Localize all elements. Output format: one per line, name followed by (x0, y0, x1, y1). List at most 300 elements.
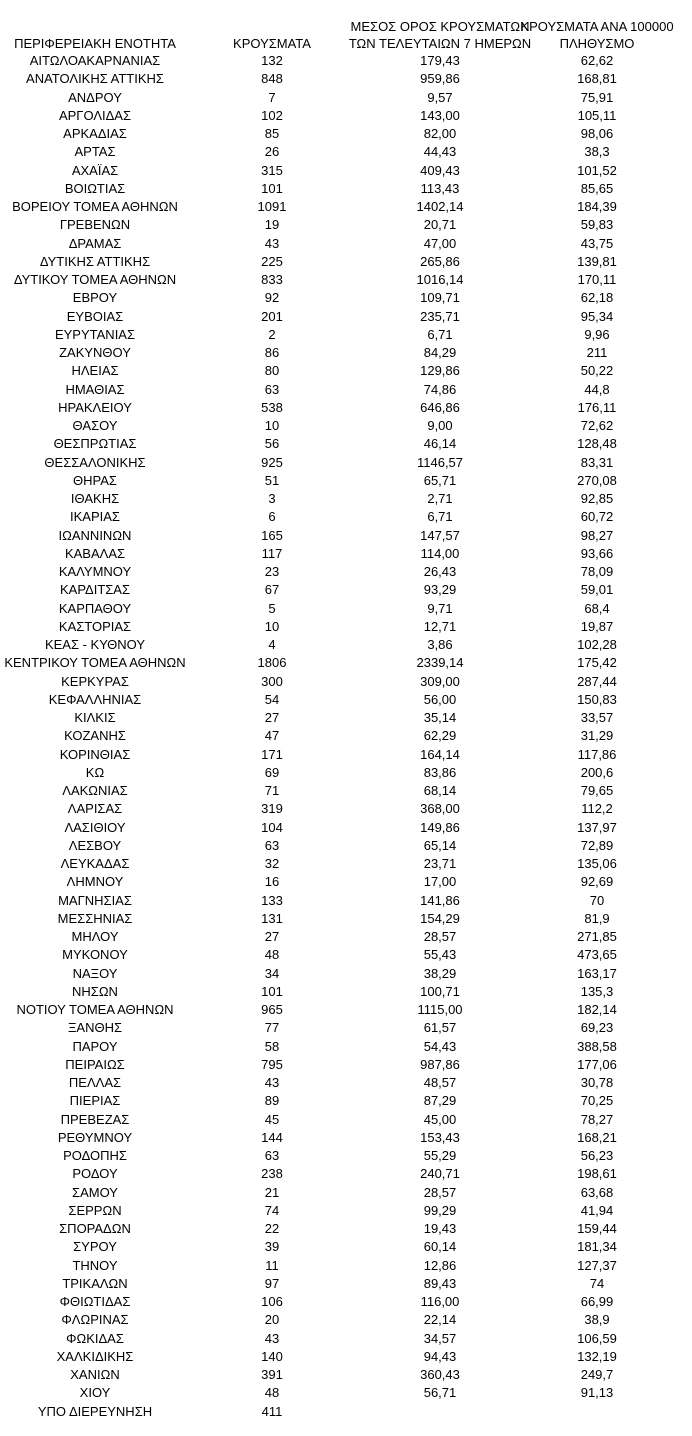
region-unit-cell: ΒΟΡΕΙΟΥ ΤΟΜΕΑ ΑΘΗΝΩΝ (12, 199, 178, 214)
seven-day-average-cell: 99,29 (423, 1202, 457, 1218)
table-row (0, 417, 692, 435)
region-unit-cell: ΕΒΡΟΥ (72, 290, 118, 306)
cases-per-100000-cell: 101,52 (577, 162, 617, 178)
seven-day-average-cell: 65,71 (423, 472, 457, 488)
cases-cell: 5 (268, 600, 276, 616)
seven-day-average-cell: 9,71 (427, 600, 453, 616)
seven-day-average-cell: 987,86 (420, 1056, 460, 1072)
cases-cell: 21 (264, 1184, 280, 1200)
table-row (0, 435, 692, 453)
seven-day-average-cell: 309,00 (420, 673, 460, 689)
seven-day-average-cell: 1146,57 (416, 454, 464, 470)
table-row (0, 983, 692, 1001)
table-row (0, 308, 692, 326)
region-unit-cell: ΚΕΦΑΛΛΗΝΙΑΣ (48, 691, 142, 707)
cases-per-100000-cell: 128,48 (577, 436, 617, 452)
cases-cell: 171 (261, 746, 283, 762)
table-row (0, 1348, 692, 1366)
seven-day-average-cell: 62,29 (423, 728, 457, 744)
table-row (0, 800, 692, 818)
region-unit-cell: ΥΠΟ ΔΙΕΡΕΥΝΗΣΗ (37, 1403, 153, 1419)
cases-cell: 102 (261, 107, 283, 123)
cases-cell: 34 (264, 965, 280, 981)
cases-cell: 39 (264, 1239, 280, 1255)
seven-day-average-cell: 153,43 (420, 1129, 460, 1145)
seven-day-average-cell: 147,57 (420, 527, 460, 543)
seven-day-average-cell: 34,57 (423, 1330, 457, 1346)
table-row (0, 1092, 692, 1110)
table-row (0, 1074, 692, 1092)
region-unit-cell: ΜΕΣΣΗΝΙΑΣ (57, 910, 133, 926)
table-row (0, 1165, 692, 1183)
seven-day-average-cell: 22,14 (423, 1312, 457, 1328)
seven-day-average-cell: 6,71 (427, 326, 453, 342)
table-row (0, 1275, 692, 1293)
cases-cell: 238 (261, 1166, 283, 1182)
region-unit-cell: ΚΩ (85, 764, 105, 780)
seven-day-average-cell: 1402,14 (416, 199, 464, 214)
cases-cell: 48 (264, 1385, 280, 1401)
region-unit-cell: ΝΟΤΙΟΥ ΤΟΜΕΑ ΑΘΗΝΩΝ (16, 1002, 174, 1017)
cases-cell: 300 (261, 673, 283, 689)
cases-cell: 20 (264, 1312, 280, 1328)
cases-per-100000-cell: 137,97 (577, 819, 617, 835)
cases-per-100000-cell: 135,06 (577, 856, 617, 871)
cases-cell: 67 (264, 582, 280, 598)
seven-day-average-cell: 93,29 (423, 582, 457, 598)
seven-day-average-cell: 83,86 (423, 764, 457, 780)
cases-per-100000-cell: 72,62 (580, 418, 614, 433)
table-row (0, 636, 692, 654)
cases-cell: 69 (264, 764, 280, 780)
cases-cell: 833 (261, 272, 283, 287)
cases-cell: 63 (264, 837, 280, 853)
cases-per-100000-cell: 473,65 (577, 947, 617, 963)
cases-cell: 7 (268, 89, 276, 105)
cases-cell: 58 (264, 1038, 280, 1054)
seven-day-average-cell: 45,00 (423, 1111, 457, 1127)
cases-cell: 27 (264, 929, 280, 944)
table-row (0, 253, 692, 271)
region-unit-cell: ΖΑΚΥΝΘΟΥ (59, 345, 131, 360)
seven-day-average-cell: 129,86 (420, 363, 460, 379)
cases-per-100000-cell: 95,34 (580, 308, 614, 324)
region-unit-cell: ΙΩΑΝΝΙΝΩΝ (58, 527, 132, 543)
cases-per-100000-cell: 81,9 (584, 910, 610, 926)
region-unit-cell: ΒΟΙΩΤΙΑΣ (64, 180, 126, 196)
cases-per-100000-cell: 92,69 (580, 874, 614, 890)
table-row (0, 1019, 692, 1037)
table-row (0, 362, 692, 380)
cases-cell: 47 (264, 728, 280, 744)
cases-per-100000-cell: 60,72 (580, 509, 614, 525)
table-body (0, 52, 692, 1421)
table-row (0, 107, 692, 125)
cases-cell: 225 (261, 253, 283, 269)
table-header (0, 0, 692, 52)
cases-per-100000-cell: 168,21 (577, 1129, 617, 1145)
seven-day-average-cell: 235,71 (420, 308, 460, 324)
cases-cell: 89 (264, 1093, 280, 1109)
cases-cell: 104 (261, 819, 283, 835)
cases-per-100000-cell: 30,78 (580, 1075, 614, 1090)
cases-per-100000-cell: 176,11 (577, 399, 617, 415)
header-7day-average: ΜΕΣΟΣ ΟΡΟΣ ΚΡΟΥΣΜΑΤΩΝ ΤΩΝ ΤΕΛΕΥΤΑΙΩΝ 7 ΗΜΕΡΩΝ (348, 19, 532, 51)
seven-day-average-cell: 2,71 (427, 491, 453, 506)
table-row (0, 946, 692, 964)
seven-day-average-cell: 47,00 (423, 235, 457, 251)
cases-cell: 925 (261, 454, 283, 470)
cases-cell: 2 (268, 326, 276, 342)
region-unit-cell: ΜΥΚΟΝΟΥ (62, 947, 128, 963)
cases-cell: 101 (261, 983, 283, 999)
region-unit-cell: ΚΕΝΤΡΙΚΟΥ ΤΟΜΕΑ ΑΘΗΝΩΝ (4, 655, 186, 671)
seven-day-average-cell: 20,71 (423, 217, 457, 233)
region-unit-cell: ΠΕΛΛΑΣ (68, 1075, 122, 1090)
seven-day-average-cell: 116,00 (420, 1294, 460, 1309)
cases-per-100000-cell: 9,96 (584, 326, 610, 342)
seven-day-average-cell: 56,71 (423, 1385, 457, 1401)
seven-day-average-cell: 368,00 (420, 801, 460, 817)
region-unit-cell: ΚΑΣΤΟΡΙΑΣ (58, 618, 132, 634)
seven-day-average-cell: 28,57 (423, 929, 457, 944)
cases-per-100000-cell: 287,44 (577, 673, 617, 689)
seven-day-average-cell: 265,86 (420, 253, 460, 269)
cases-per-100000-cell: 184,39 (577, 199, 617, 214)
region-unit-cell: ΑΡΚΑΔΙΑΣ (63, 126, 127, 141)
cases-per-100000-cell: 59,01 (580, 582, 614, 598)
region-unit-cell: ΛΕΣΒΟΥ (68, 837, 122, 853)
cases-cell: 101 (261, 180, 283, 196)
cases-cell: 315 (261, 162, 283, 178)
cases-cell: 133 (261, 892, 283, 908)
cases-per-100000-cell: 112,2 (581, 801, 613, 817)
region-unit-cell: ΤΡΙΚΑΛΩΝ (62, 1275, 128, 1291)
cases-cell: 45 (264, 1111, 280, 1127)
region-unit-cell: ΦΘΙΩΤΙΔΑΣ (59, 1294, 131, 1309)
cases-cell: 92 (264, 290, 280, 306)
seven-day-average-cell: 1016,14 (416, 272, 464, 287)
cases-cell: 319 (261, 801, 283, 817)
cases-per-100000-cell: 159,44 (577, 1221, 617, 1236)
seven-day-average-cell: 12,86 (423, 1257, 457, 1273)
cases-cell: 43 (264, 235, 280, 251)
region-unit-cell: ΘΕΣΠΡΩΤΙΑΣ (53, 436, 137, 452)
cases-cell: 965 (261, 1002, 283, 1017)
cases-per-100000-cell: 38,9 (584, 1312, 610, 1328)
cases-per-100000-cell: 132,19 (577, 1348, 617, 1364)
seven-day-average-cell: 240,71 (420, 1166, 460, 1182)
seven-day-average-cell: 55,43 (423, 947, 457, 963)
region-unit-cell: ΔΥΤΙΚΗΣ ΑΤΤΙΚΗΣ (39, 253, 151, 269)
seven-day-average-cell: 35,14 (423, 710, 457, 725)
cases-per-100000-cell: 170,11 (577, 272, 617, 287)
cases-cell: 86 (264, 345, 280, 360)
cases-per-100000-cell: 211 (586, 345, 608, 360)
table-row (0, 1330, 692, 1348)
seven-day-average-cell: 82,00 (423, 126, 457, 141)
seven-day-average-cell: 84,29 (423, 345, 457, 360)
cases-per-100000-cell: 163,17 (577, 965, 617, 981)
region-unit-cell: ΡΟΔΟΥ (72, 1166, 118, 1182)
cases-per-100000-cell: 388,58 (577, 1038, 617, 1054)
cases-per-100000-cell: 70 (589, 892, 605, 908)
region-unit-cell: ΚΟΖΑΝΗΣ (64, 728, 126, 744)
region-unit-cell: ΛΑΡΙΣΑΣ (67, 801, 123, 817)
table-row (0, 1293, 692, 1311)
cases-per-100000-cell: 79,65 (580, 783, 614, 798)
table-row (0, 764, 692, 782)
seven-day-average-cell: 109,71 (420, 290, 460, 306)
seven-day-average-cell: 164,14 (420, 746, 460, 762)
cases-per-100000-cell: 62,18 (580, 290, 614, 306)
cases-per-100000-cell: 72,89 (580, 837, 614, 853)
cases-per-100000-cell: 38,3 (584, 144, 610, 160)
cases-per-100000-cell: 98,27 (580, 527, 614, 543)
cases-cell: 1091 (257, 199, 287, 214)
region-unit-cell: ΚΕΑΣ - ΚΥΘΝΟΥ (44, 637, 146, 652)
region-unit-cell: ΧΑΝΙΩΝ (70, 1367, 120, 1382)
table-row (0, 326, 692, 344)
seven-day-average-cell: 68,14 (423, 783, 457, 798)
region-unit-cell: ΠΑΡΟΥ (72, 1038, 118, 1054)
region-unit-cell: ΚΟΡΙΝΘΙΑΣ (59, 746, 131, 762)
cases-per-100000-cell: 92,85 (580, 491, 614, 506)
region-unit-cell: ΕΥΡΥΤΑΝΙΑΣ (54, 326, 136, 342)
cases-per-100000-cell: 75,91 (580, 89, 614, 105)
cases-cell: 26 (264, 144, 280, 160)
region-unit-cell: ΡΟΔΟΠΗΣ (63, 1148, 127, 1163)
cases-cell: 16 (264, 874, 280, 890)
seven-day-average-cell: 154,29 (420, 910, 460, 926)
table-row (0, 490, 692, 508)
table-row (0, 1257, 692, 1275)
cases-per-100000-cell: 168,81 (577, 71, 617, 87)
cases-per-100000-cell: 198,61 (577, 1166, 617, 1182)
cases-per-100000-cell: 249,7 (580, 1367, 614, 1382)
cases-per-100000-cell: 105,11 (577, 107, 617, 123)
table-row (0, 70, 692, 88)
table-row (0, 873, 692, 891)
cases-cell: 117 (261, 545, 283, 561)
region-unit-cell: ΕΥΒΟΙΑΣ (66, 308, 124, 324)
table-row (0, 454, 692, 472)
region-unit-cell: ΛΑΣΙΘΙΟΥ (64, 819, 126, 835)
table-row (0, 472, 692, 490)
cases-cell: 144 (261, 1129, 283, 1145)
region-unit-cell: ΠΡΕΒΕΖΑΣ (60, 1111, 130, 1127)
cases-per-100000-cell: 43,75 (580, 235, 614, 251)
cases-cell: 85 (264, 126, 280, 141)
cases-per-100000-cell: 50,22 (580, 363, 614, 379)
cases-per-100000-cell: 270,08 (577, 472, 617, 488)
region-unit-cell: ΗΛΕΙΑΣ (71, 363, 119, 379)
table-row (0, 271, 692, 289)
cases-per-100000-cell: 44,8 (584, 381, 610, 397)
cases-cell: 10 (264, 418, 280, 433)
table-row (0, 1311, 692, 1329)
table-row (0, 381, 692, 399)
region-unit-cell: ΡΕΘΥΜΝΟΥ (57, 1129, 133, 1145)
table-row (0, 162, 692, 180)
cases-cell: 63 (264, 1148, 280, 1163)
region-unit-cell: ΙΚΑΡΙΑΣ (70, 509, 120, 525)
seven-day-average-cell: 28,57 (423, 1184, 457, 1200)
cases-per-100000-cell: 70,25 (580, 1093, 614, 1109)
table-row (0, 563, 692, 581)
cases-per-100000-cell: 78,09 (580, 564, 614, 579)
cases-per-100000-cell: 135,3 (580, 983, 614, 999)
region-unit-cell: ΙΘΑΚΗΣ (70, 491, 120, 506)
table-row (0, 1366, 692, 1384)
region-unit-cell: ΠΕΙΡΑΙΩΣ (65, 1056, 125, 1072)
region-unit-cell: ΜΗΛΟΥ (71, 929, 119, 944)
table-row (0, 198, 692, 216)
cases-per-100000-cell: 91,13 (580, 1385, 614, 1401)
cases-per-100000-cell: 66,99 (580, 1294, 614, 1309)
region-unit-cell: ΔΡΑΜΑΣ (68, 235, 122, 251)
cases-per-100000-cell: 56,23 (580, 1148, 614, 1163)
table-row (0, 89, 692, 107)
seven-day-average-cell: 149,86 (420, 819, 460, 835)
table-row (0, 819, 692, 837)
cases-cell: 848 (261, 71, 283, 87)
region-unit-cell: ΚΕΡΚΥΡΑΣ (61, 673, 129, 689)
cases-cell: 10 (264, 618, 280, 634)
region-unit-cell: ΑΧΑΪΑΣ (71, 162, 119, 178)
cases-cell: 795 (261, 1056, 283, 1072)
seven-day-average-cell: 9,57 (427, 89, 453, 105)
cases-per-100000-cell: 175,42 (577, 655, 617, 671)
seven-day-average-cell: 12,71 (423, 618, 457, 634)
region-unit-cell: ΑΡΓΟΛΙΔΑΣ (58, 107, 132, 123)
seven-day-average-cell: 46,14 (423, 436, 457, 452)
cases-cell: 77 (264, 1020, 280, 1036)
cases-per-100000-cell: 85,65 (580, 180, 614, 196)
region-unit-cell: ΓΡΕΒΕΝΩΝ (59, 217, 131, 233)
table-row (0, 1129, 692, 1147)
cases-per-100000-cell: 181,34 (577, 1239, 617, 1255)
table-row (0, 289, 692, 307)
seven-day-average-cell: 1115,00 (417, 1002, 463, 1017)
seven-day-average-cell: 56,00 (423, 691, 457, 707)
cases-cell: 80 (264, 363, 280, 379)
seven-day-average-cell: 23,71 (423, 856, 457, 871)
region-unit-cell: ΛΑΚΩΝΙΑΣ (62, 783, 128, 798)
cases-cell: 106 (261, 1294, 283, 1309)
seven-day-average-cell: 60,14 (423, 1239, 457, 1255)
table-row (0, 545, 692, 563)
cases-per-100000-cell: 68,4 (584, 600, 610, 616)
seven-day-average-cell: 94,43 (423, 1348, 457, 1364)
cases-cell: 165 (261, 527, 283, 543)
region-unit-cell: ΣΕΡΡΩΝ (68, 1202, 122, 1218)
header-cases: ΚΡΟΥΣΜΑΤΑ (233, 36, 311, 51)
seven-day-average-cell: 48,57 (423, 1075, 457, 1090)
cases-cell: 32 (264, 856, 280, 871)
table-row (0, 1038, 692, 1056)
cases-per-100000-cell: 19,87 (580, 618, 614, 634)
region-unit-cell: ΗΜΑΘΙΑΣ (65, 381, 125, 397)
seven-day-average-cell: 114,00 (420, 545, 460, 561)
table-row (0, 216, 692, 234)
seven-day-average-cell: 141,86 (420, 892, 460, 908)
table-row (0, 654, 692, 672)
table-row (0, 727, 692, 745)
cases-cell: 140 (261, 1348, 283, 1364)
cases-cell: 19 (264, 217, 280, 233)
table-row (0, 855, 692, 873)
cases-cell: 71 (264, 783, 280, 798)
table-row (0, 1001, 692, 1019)
table-row (0, 965, 692, 983)
table-row (0, 180, 692, 198)
cases-per-100000-cell: 83,31 (580, 454, 614, 470)
cases-per-100000-cell: 41,94 (580, 1202, 614, 1218)
seven-day-average-cell: 54,43 (423, 1038, 457, 1054)
region-unit-cell: ΣΠΟΡΑΔΩΝ (59, 1221, 131, 1236)
cases-cell: 3 (268, 491, 276, 506)
table-row (0, 1238, 692, 1256)
region-unit-cell: ΚΑΛΥΜΝΟΥ (58, 564, 132, 579)
cases-cell: 201 (261, 308, 283, 324)
region-unit-cell: ΧΑΛΚΙΔΙΚΗΣ (56, 1348, 134, 1364)
region-unit-cell: ΚΑΡΠΑΘΟΥ (58, 600, 132, 616)
cases-cell: 51 (264, 472, 280, 488)
cases-per-100000-cell: 69,23 (580, 1020, 614, 1036)
region-unit-cell: ΗΡΑΚΛΕΙΟΥ (58, 399, 132, 415)
cases-cell: 56 (264, 436, 280, 452)
table-row (0, 709, 692, 727)
cases-cell: 63 (264, 381, 280, 397)
seven-day-average-cell: 26,43 (423, 564, 457, 579)
table-row (0, 910, 692, 928)
cases-cell: 132 (261, 53, 283, 68)
region-unit-cell: ΛΗΜΝΟΥ (66, 874, 124, 890)
table-row (0, 1384, 692, 1402)
seven-day-average-cell: 61,57 (423, 1020, 457, 1036)
cases-cell: 391 (261, 1367, 283, 1382)
table-row (0, 1202, 692, 1220)
region-unit-cell: ΘΑΣΟΥ (72, 418, 118, 433)
seven-day-average-cell: 959,86 (420, 71, 460, 87)
region-unit-cell: ΦΛΩΡΙΝΑΣ (61, 1312, 129, 1328)
cases-per-100000-cell: 200,6 (580, 764, 614, 780)
cases-cell: 411 (261, 1403, 283, 1419)
seven-day-average-cell: 3,86 (427, 637, 453, 652)
cases-cell: 131 (261, 910, 283, 926)
seven-day-average-cell: 19,43 (423, 1221, 457, 1236)
cases-cell: 538 (261, 399, 283, 415)
seven-day-average-cell: 6,71 (427, 509, 453, 525)
region-unit-cell: ΤΗΝΟΥ (72, 1257, 118, 1273)
region-unit-cell: ΜΑΓΝΗΣΙΑΣ (58, 892, 132, 908)
table-row (0, 143, 692, 161)
cases-per-100000-cell: 59,83 (580, 217, 614, 233)
cases-cell: 43 (264, 1330, 280, 1346)
table-row (0, 344, 692, 362)
cases-per-100000-cell: 93,66 (580, 545, 614, 561)
region-unit-cell: ΑΝΑΤΟΛΙΚΗΣ ΑΤΤΙΚΗΣ (26, 71, 164, 87)
table-row (0, 125, 692, 143)
table-row (0, 399, 692, 417)
seven-day-average-cell: 100,71 (420, 983, 460, 999)
cases-per-100000-cell: 74 (589, 1275, 605, 1291)
cases-per-100000-cell: 33,57 (580, 710, 614, 725)
table-row (0, 1111, 692, 1129)
table-row (0, 928, 692, 946)
cases-cell: 4 (268, 637, 276, 652)
